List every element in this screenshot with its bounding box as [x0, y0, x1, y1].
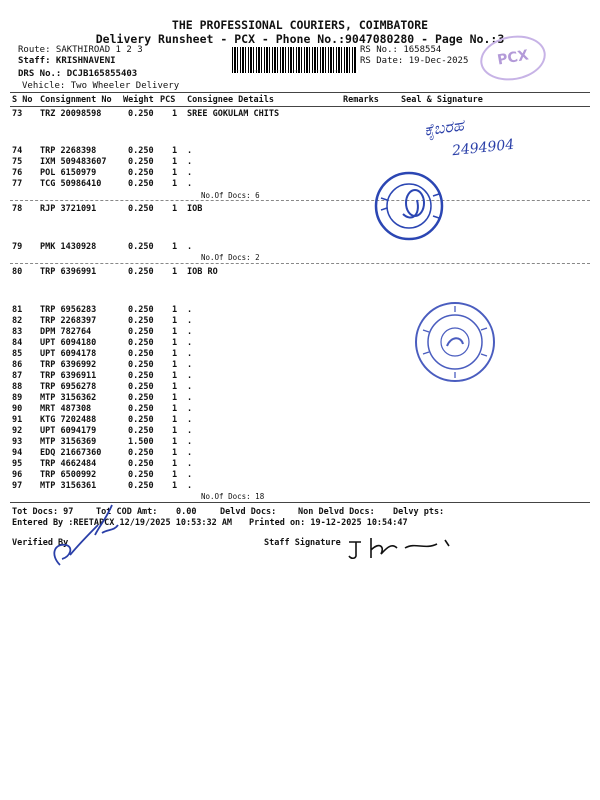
- row-pcs: 1: [172, 393, 178, 403]
- table-row: [0, 426, 600, 437]
- row-consignee: .: [187, 327, 193, 337]
- row-sno: 86: [12, 360, 23, 370]
- header-top-rule: [10, 92, 590, 93]
- row-weight: 0.250: [128, 459, 154, 469]
- bank-seal-stamp: [373, 170, 445, 242]
- row-weight: 0.250: [128, 338, 154, 348]
- docs-count-note: No.Of Docs: 2: [201, 253, 260, 262]
- row-sno: 85: [12, 349, 23, 359]
- table-row: [0, 204, 600, 215]
- row-weight: 0.250: [128, 316, 154, 326]
- printed-on: Printed on: 19-12-2025 10:54:47: [249, 518, 408, 528]
- table-row: [0, 470, 600, 481]
- barcode-image: [232, 47, 356, 73]
- row-sno: 84: [12, 338, 23, 348]
- row-consignment: PMK 1430928: [40, 242, 97, 252]
- vehicle-label: Vehicle: Two Wheeler Delivery: [22, 81, 180, 91]
- row-sno: 82: [12, 316, 23, 326]
- row-consignee: .: [187, 426, 193, 436]
- row-consignee: IOB: [187, 204, 203, 214]
- row-consignee: .: [187, 242, 193, 252]
- row-sno: 93: [12, 437, 23, 447]
- row-consignee: .: [187, 168, 193, 178]
- group-divider: [10, 263, 590, 264]
- row-pcs: 1: [172, 459, 178, 469]
- row-consignment: KTG 7202488: [40, 415, 97, 425]
- table-row: [0, 305, 600, 316]
- row-weight: 0.250: [128, 470, 154, 480]
- row-weight: 0.250: [128, 179, 154, 189]
- table-row: [0, 382, 600, 393]
- row-consignment: TRP 2268397: [40, 316, 97, 326]
- row-weight: 0.250: [128, 481, 154, 491]
- row-weight: 0.250: [128, 393, 154, 403]
- handwritten-number: 2494904: [451, 136, 516, 160]
- row-consignment: POL 6150979: [40, 168, 97, 178]
- row-sno: 95: [12, 459, 23, 469]
- row-consignment: UPT 6094179: [40, 426, 97, 436]
- table-row: [0, 168, 600, 179]
- row-weight: 0.250: [128, 267, 154, 277]
- row-consignee: .: [187, 338, 193, 348]
- row-weight: 0.250: [128, 305, 154, 315]
- table-row: [0, 459, 600, 470]
- row-weight: 1.500: [128, 437, 154, 447]
- col-weight: Weight: [123, 95, 154, 105]
- row-consignee: .: [187, 448, 193, 458]
- delivery-points: Delvy pts:: [393, 507, 445, 517]
- row-sno: 77: [12, 179, 23, 189]
- col-pcs: PCS: [160, 95, 176, 105]
- table-row: [0, 437, 600, 448]
- row-pcs: 1: [172, 426, 178, 436]
- table-row: [0, 371, 600, 382]
- row-pcs: 1: [172, 371, 178, 381]
- row-weight: 0.250: [128, 109, 154, 119]
- row-pcs: 1: [172, 415, 178, 425]
- staff-signature: [345, 532, 465, 562]
- row-consignment: TRP 6956283: [40, 305, 97, 315]
- row-consignment: TRP 6396911: [40, 371, 97, 381]
- row-pcs: 1: [172, 305, 178, 315]
- row-consignment: TRZ 20098598: [40, 109, 102, 119]
- row-consignment: MRT 487308: [40, 404, 92, 414]
- row-consignee: .: [187, 349, 193, 359]
- col-remarks: Remarks: [343, 95, 379, 105]
- row-consignment: MTP 3156361: [40, 481, 97, 491]
- row-pcs: 1: [172, 481, 178, 491]
- row-consignee: .: [187, 382, 193, 392]
- row-weight: 0.250: [128, 360, 154, 370]
- table-row: [0, 349, 600, 360]
- row-pcs: 1: [172, 382, 178, 392]
- row-sno: 73: [12, 109, 23, 119]
- row-pcs: 1: [172, 316, 178, 326]
- row-consignee: .: [187, 393, 193, 403]
- row-weight: 0.250: [128, 448, 154, 458]
- row-weight: 0.250: [128, 146, 154, 156]
- table-row: [0, 393, 600, 404]
- table-row: [0, 109, 600, 120]
- row-sno: 90: [12, 404, 23, 414]
- row-consignment: TRP 6500992: [40, 470, 97, 480]
- row-consignment: RJP 3721091: [40, 204, 97, 214]
- row-weight: 0.250: [128, 404, 154, 414]
- pcx-stamp: PCX: [477, 31, 550, 86]
- row-pcs: 1: [172, 349, 178, 359]
- row-consignment: TRP 2268398: [40, 146, 97, 156]
- table-row: [0, 404, 600, 415]
- drs-label: DRS No.: DCJB165855403: [18, 69, 138, 79]
- table-row: [0, 327, 600, 338]
- row-weight: 0.250: [128, 242, 154, 252]
- row-weight: 0.250: [128, 382, 154, 392]
- table-row: [0, 242, 600, 253]
- row-sno: 92: [12, 426, 23, 436]
- row-pcs: 1: [172, 157, 178, 167]
- total-cod-label: Tot COD Amt:: [96, 507, 158, 517]
- row-consignee: .: [187, 437, 193, 447]
- row-consignee: .: [187, 481, 193, 491]
- docs-count-note: No.Of Docs: 18: [201, 492, 265, 501]
- row-pcs: 1: [172, 338, 178, 348]
- row-sno: 87: [12, 371, 23, 381]
- row-consignee: .: [187, 316, 193, 326]
- table-row: [0, 179, 600, 190]
- row-weight: 0.250: [128, 415, 154, 425]
- row-consignment: EDQ 21667360: [40, 448, 102, 458]
- row-consignment: UPT 6094180: [40, 338, 97, 348]
- total-docs: Tot Docs: 97: [12, 507, 74, 517]
- row-consignee: .: [187, 459, 193, 469]
- bank-seal-stamp: [413, 300, 497, 384]
- row-consignee: .: [187, 305, 193, 315]
- table-row: [0, 415, 600, 426]
- row-pcs: 1: [172, 448, 178, 458]
- row-sno: 97: [12, 481, 23, 491]
- row-sno: 94: [12, 448, 23, 458]
- table-row: [0, 316, 600, 327]
- row-pcs: 1: [172, 360, 178, 370]
- row-consignment: TRP 6396992: [40, 360, 97, 370]
- row-pcs: 1: [172, 179, 178, 189]
- row-sno: 96: [12, 470, 23, 480]
- row-pcs: 1: [172, 404, 178, 414]
- row-pcs: 1: [172, 146, 178, 156]
- row-sno: 80: [12, 267, 23, 277]
- row-consignee: .: [187, 371, 193, 381]
- row-consignment: TCG 50986410: [40, 179, 102, 189]
- row-sno: 88: [12, 382, 23, 392]
- row-pcs: 1: [172, 437, 178, 447]
- row-sno: 81: [12, 305, 23, 315]
- row-pcs: 1: [172, 168, 178, 178]
- row-consignee: .: [187, 146, 193, 156]
- row-consignment: TRP 4662484: [40, 459, 97, 469]
- row-pcs: 1: [172, 267, 178, 277]
- table-row: [0, 481, 600, 492]
- row-consignment: TRP 6396991: [40, 267, 97, 277]
- row-weight: 0.250: [128, 349, 154, 359]
- row-consignee: IOB RO: [187, 267, 218, 277]
- row-consignee: SREE GOKULAM CHITS: [187, 109, 280, 119]
- row-pcs: 1: [172, 242, 178, 252]
- row-pcs: 1: [172, 470, 178, 480]
- row-consignee: .: [187, 157, 193, 167]
- row-sno: 79: [12, 242, 23, 252]
- row-consignment: UPT 6094178: [40, 349, 97, 359]
- row-consignee: .: [187, 470, 193, 480]
- delivered-docs: Delvd Docs:: [220, 507, 277, 517]
- header-bottom-rule: [10, 106, 590, 107]
- route-label: Route: SAKTHIROAD 1 2 3: [18, 45, 143, 55]
- table-row: [0, 448, 600, 459]
- rs-date: RS Date: 19-Dec-2025: [360, 56, 469, 66]
- non-delivered-docs: Non Delvd Docs:: [298, 507, 375, 517]
- row-sno: 78: [12, 204, 23, 214]
- row-weight: 0.250: [128, 371, 154, 381]
- col-consignment: Consignment No: [40, 95, 112, 105]
- row-consignment: DPM 782764: [40, 327, 92, 337]
- row-sno: 83: [12, 327, 23, 337]
- row-consignment: IXM 509483607: [40, 157, 107, 167]
- row-sno: 91: [12, 415, 23, 425]
- table-row: [0, 157, 600, 168]
- staff-signature-label: Staff Signature: [264, 538, 341, 548]
- table-row: [0, 267, 600, 278]
- handwritten-note: ಕೈಬರಹ: [422, 115, 465, 140]
- row-sno: 89: [12, 393, 23, 403]
- group-divider: [10, 200, 590, 201]
- row-consignee: .: [187, 404, 193, 414]
- row-sno: 76: [12, 168, 23, 178]
- row-consignment: MTP 3156362: [40, 393, 97, 403]
- col-seal: Seal & Signature: [401, 95, 483, 105]
- table-row: [0, 360, 600, 371]
- row-pcs: 1: [172, 204, 178, 214]
- row-weight: 0.250: [128, 204, 154, 214]
- docs-count-note: No.Of Docs: 6: [201, 191, 260, 200]
- row-pcs: 1: [172, 327, 178, 337]
- row-weight: 0.250: [128, 157, 154, 167]
- rs-number: RS No.: 1658554: [360, 45, 442, 55]
- row-weight: 0.250: [128, 426, 154, 436]
- document-subtitle: Delivery Runsheet - PCX - Phone No.:9047080280 - Page No.:3: [95, 32, 505, 46]
- row-pcs: 1: [172, 109, 178, 119]
- row-consignee: .: [187, 179, 193, 189]
- document-title: THE PROFESSIONAL COURIERS, COIMBATORE: [171, 18, 429, 32]
- col-sno: S No: [12, 95, 33, 105]
- row-sno: 74: [12, 146, 23, 156]
- row-consignment: TRP 6956278: [40, 382, 97, 392]
- staff-label: Staff: KRISHNAVENI: [18, 56, 116, 66]
- row-consignee: .: [187, 360, 193, 370]
- entered-by: Entered By :REETAPCX 12/19/2025 10:53:32 AM: [12, 518, 233, 528]
- total-cod-value: 0.00: [176, 507, 197, 517]
- row-consignment: MTP 3156369: [40, 437, 97, 447]
- row-sno: 75: [12, 157, 23, 167]
- verifier-signature: [40, 495, 130, 575]
- table-row: [0, 338, 600, 349]
- row-weight: 0.250: [128, 327, 154, 337]
- col-consignee: Consignee Details: [187, 95, 274, 105]
- row-consignee: .: [187, 415, 193, 425]
- verified-by-label: Verified By: [12, 538, 69, 548]
- row-weight: 0.250: [128, 168, 154, 178]
